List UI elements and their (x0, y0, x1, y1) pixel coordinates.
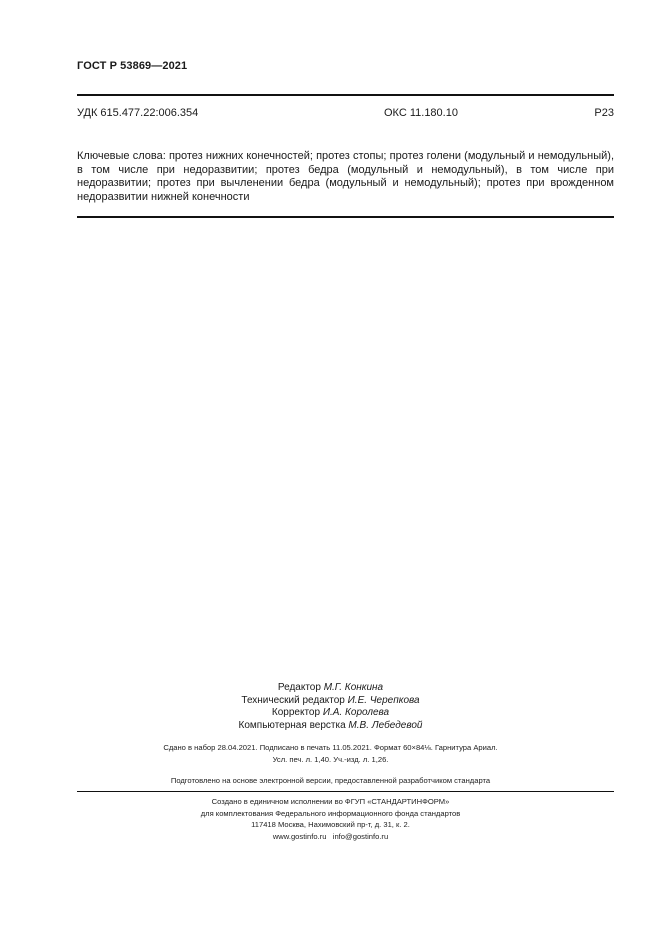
publisher-block (0, 796, 661, 842)
footer-divider (77, 791, 614, 792)
publisher-address: 117418 Москва, Нахимовский пр-т, д. 31, к. 2. (251, 820, 410, 829)
keywords-divider (77, 216, 614, 218)
credit-name: И.Е. Черепкова (347, 694, 420, 706)
udk-code: УДК 615.477.22:006.354 (77, 107, 199, 119)
publisher-line-2: для комплектования Федерального информационного фонда стандартов (200, 808, 461, 818)
prepared-note: Подготовлено на основе электронной версии, предоставленной разработчиком стандарта (170, 776, 491, 785)
credit-editor (0, 682, 661, 695)
credit-proofreader (0, 707, 661, 720)
document-title: ГОСТ Р 53869—2021 (77, 60, 188, 72)
credit-role: Компьютерная верстка (238, 719, 346, 731)
keywords-paragraph: Ключевые слова: протез нижних конечностей; протез стопы; протез голени (модульный и немодульный), в том числе при недоразвитии; протез бедра (модульный и немодульный), в том числе при недоразвитии; протез при вычленении бедра (модульный и немодульный); протез при врожденном недоразвитии нижней конечности (77, 150, 614, 203)
credit-technical-editor (0, 695, 661, 708)
credit-role: Технический редактор (241, 694, 345, 706)
print-info-line-1: Сдано в набор 28.04.2021. Подписано в печать 11.05.2021. Формат 60×84⅛. Гарнитура Ариал. (163, 743, 498, 752)
credits-block (0, 682, 661, 732)
print-info (0, 742, 661, 765)
website-link[interactable]: www.gostinfo.ru (272, 831, 327, 841)
publisher-line-1: Создано в единичном исполнении во ФГУП «СТАНДАРТИНФОРМ» (211, 797, 450, 806)
credit-name: М.В. Лебедевой (348, 719, 423, 731)
credit-role: Редактор (277, 682, 321, 693)
group-code: Р23 (594, 107, 614, 119)
credit-role: Корректор (271, 707, 321, 718)
oks-code: ОКС 11.180.10 (384, 107, 458, 119)
credit-name: М.Г. Конкина (323, 682, 384, 693)
credit-name: И.А. Королева (322, 707, 390, 718)
header-divider (77, 94, 614, 96)
print-info-line-2: Усл. печ. л. 1,40. Уч.-изд. л. 1,26. (272, 754, 389, 764)
classification-row (77, 107, 614, 121)
credit-layout (0, 720, 661, 733)
email-link[interactable]: info@gostinfo.ru (332, 831, 389, 841)
publisher-contacts (0, 831, 661, 843)
